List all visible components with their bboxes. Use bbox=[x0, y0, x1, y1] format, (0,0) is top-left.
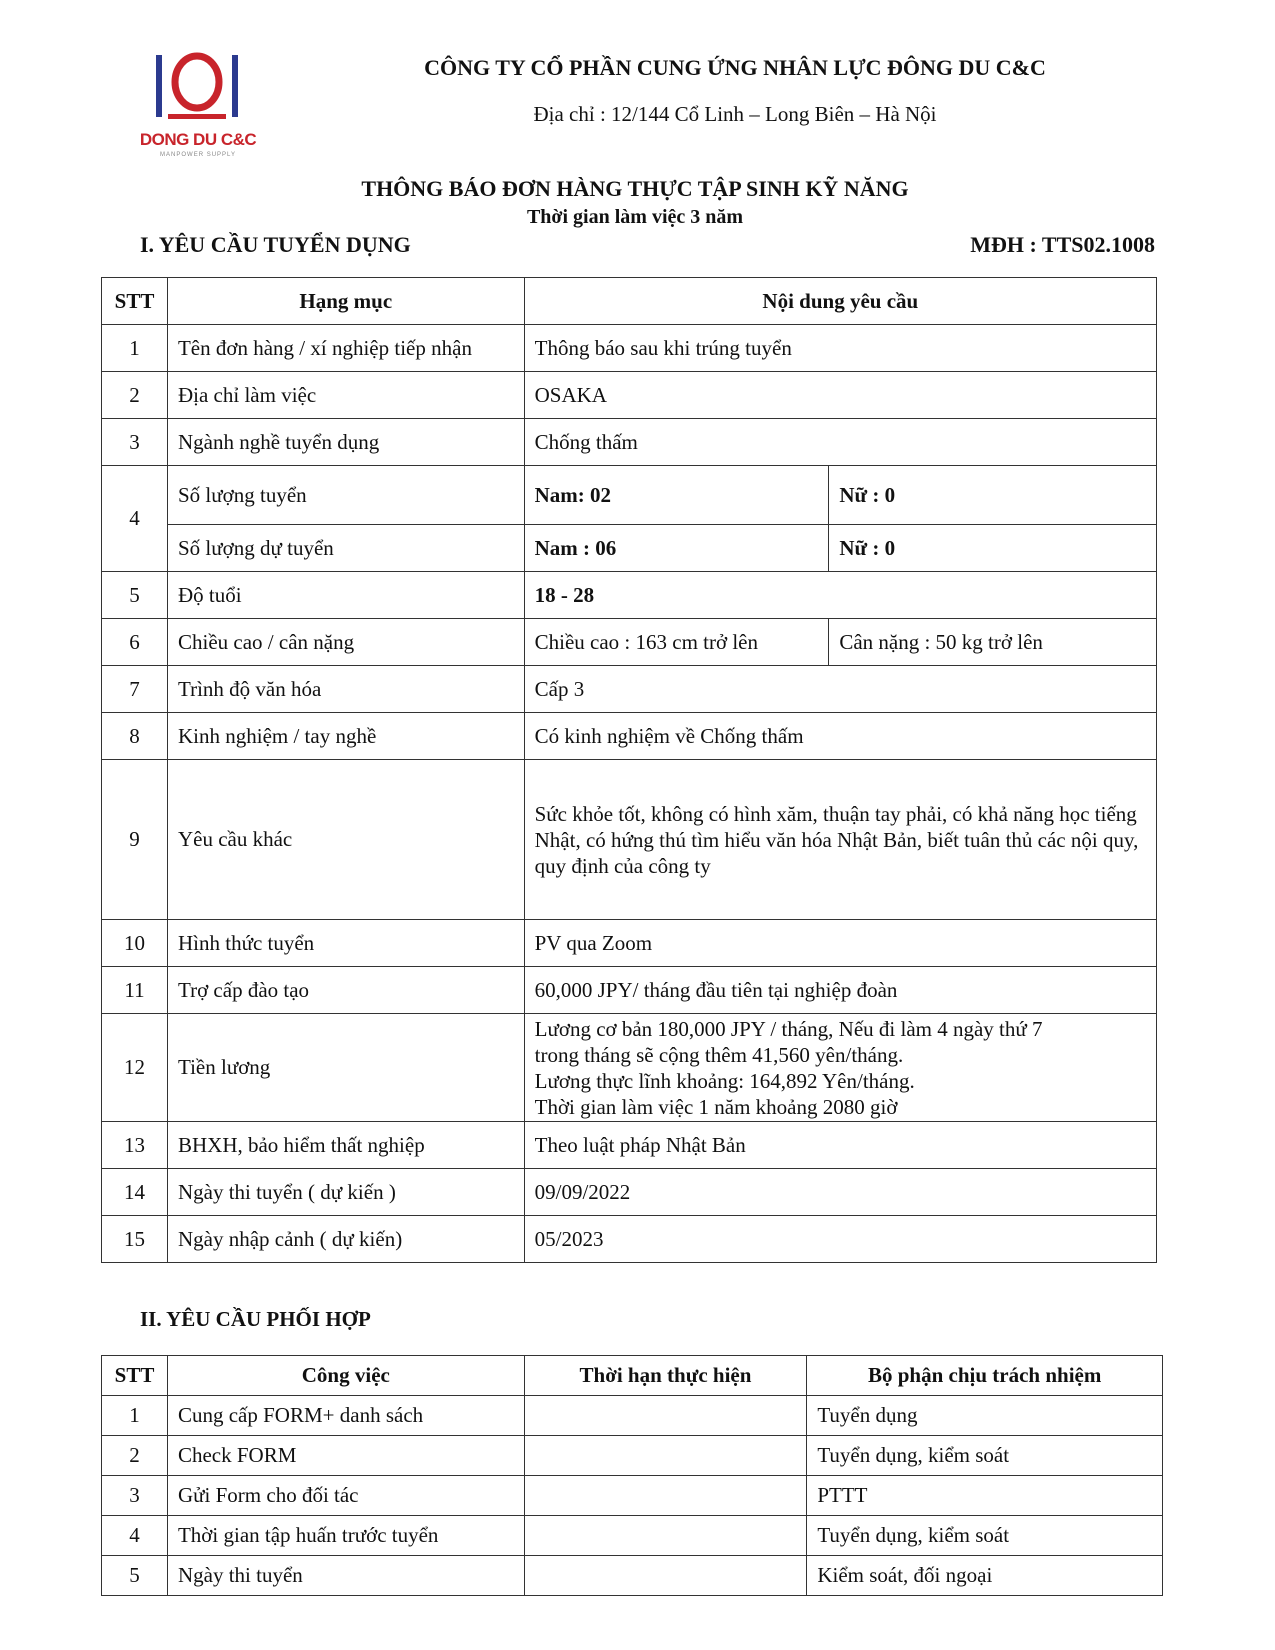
row-deadline bbox=[524, 1436, 807, 1476]
table-row bbox=[102, 419, 1157, 466]
female-candidates: Nữ : 0 bbox=[829, 525, 1157, 572]
row-content: OSAKA bbox=[524, 372, 1156, 419]
row-content: PV qua Zoom bbox=[524, 920, 1156, 967]
row-item: Ngày thi tuyển ( dự kiến ) bbox=[167, 1169, 524, 1216]
row-stt: 4 bbox=[102, 466, 168, 572]
row-stt: 10 bbox=[102, 920, 168, 967]
table-row bbox=[102, 666, 1157, 713]
col-header-task: Công việc bbox=[167, 1356, 524, 1396]
logo-text: DONG DU C&C bbox=[139, 130, 257, 149]
row-stt: 11 bbox=[102, 967, 168, 1014]
col-header-stt: STT bbox=[102, 1356, 168, 1396]
row-item: Địa chỉ làm việc bbox=[167, 372, 524, 419]
row-content: Cấp 3 bbox=[524, 666, 1156, 713]
row-item: Kinh nghiệm / tay nghề bbox=[167, 713, 524, 760]
table-header-row bbox=[102, 278, 1157, 325]
row-content: Chống thấm bbox=[524, 419, 1156, 466]
table-row bbox=[102, 713, 1157, 760]
row-department: Kiểm soát, đối ngoại bbox=[807, 1556, 1163, 1596]
row-item: Tiền lương bbox=[167, 1014, 524, 1122]
table-row bbox=[102, 325, 1157, 372]
table-row bbox=[102, 572, 1157, 619]
row-deadline bbox=[524, 1396, 807, 1436]
row-deadline bbox=[524, 1516, 807, 1556]
row-item: Ngày nhập cảnh ( dự kiến) bbox=[167, 1216, 524, 1263]
row-task: Thời gian tập huấn trước tuyển bbox=[167, 1516, 524, 1556]
row-task: Ngày thi tuyển bbox=[167, 1556, 524, 1596]
row-stt: 14 bbox=[102, 1169, 168, 1216]
row-item: Chiều cao / cân nặng bbox=[167, 619, 524, 666]
company-logo bbox=[128, 50, 278, 165]
table-row bbox=[102, 466, 1157, 525]
row-content: 05/2023 bbox=[524, 1216, 1156, 1263]
logo-subtext: MANPOWER SUPPLY bbox=[160, 152, 236, 158]
salary-line: Thời gian làm việc 1 năm khoảng 2080 giờ bbox=[534, 1094, 898, 1119]
table-row bbox=[102, 1396, 1163, 1436]
salary-line: Lương thực lĩnh khoảng: 164,892 Yên/tháng. bbox=[534, 1068, 915, 1093]
row-item: Trình độ văn hóa bbox=[167, 666, 524, 713]
row-stt: 3 bbox=[102, 419, 168, 466]
table-row bbox=[102, 525, 1157, 572]
female-quota: Nữ : 0 bbox=[829, 466, 1157, 525]
table-row bbox=[102, 1169, 1157, 1216]
col-header-stt: STT bbox=[102, 278, 168, 325]
section1-heading: I. YÊU CẦU TUYỂN DỤNG bbox=[140, 232, 411, 257]
row-department: Tuyển dụng bbox=[807, 1396, 1163, 1436]
row-stt: 1 bbox=[102, 1396, 168, 1436]
row-deadline bbox=[524, 1476, 807, 1516]
company-name: CÔNG TY CỔ PHẦN CUNG ỨNG NHÂN LỰC ĐÔNG DU C&C bbox=[424, 55, 1046, 80]
row-content: 60,000 JPY/ tháng đầu tiên tại nghiệp đoàn bbox=[524, 967, 1156, 1014]
row-content: Có kinh nghiệm về Chống thấm bbox=[524, 713, 1156, 760]
coordination-table bbox=[101, 1355, 1163, 1596]
table-row bbox=[102, 1436, 1163, 1476]
row-content: Sức khỏe tốt, không có hình xăm, thuận tay phải, có khả năng học tiếng Nhật, có hứng thú tìm hiểu văn hóa Nhật Bản, biết tuân thủ các nội quy, quy định của công ty bbox=[524, 760, 1156, 920]
row-stt: 15 bbox=[102, 1216, 168, 1263]
row-content: Thông báo sau khi trúng tuyển bbox=[524, 325, 1156, 372]
salary-line: trong tháng sẽ cộng thêm 41,560 yên/tháng. bbox=[534, 1042, 904, 1067]
row-stt: 13 bbox=[102, 1122, 168, 1169]
row-stt: 8 bbox=[102, 713, 168, 760]
section2-heading: II. YÊU CẦU PHỐI HỢP bbox=[140, 1307, 371, 1331]
row-stt: 5 bbox=[102, 1556, 168, 1596]
table-row bbox=[102, 1122, 1157, 1169]
table-row bbox=[102, 619, 1157, 666]
row-item: Số lượng tuyển bbox=[167, 466, 524, 525]
document-subtitle: Thời gian làm việc 3 năm bbox=[526, 206, 744, 228]
row-item: Độ tuổi bbox=[167, 572, 524, 619]
salary-line: Lương cơ bản 180,000 JPY / tháng, Nếu đi làm 4 ngày thứ 7 bbox=[534, 1016, 1043, 1041]
row-item: Số lượng dự tuyển bbox=[167, 525, 524, 572]
row-department: Tuyển dụng, kiểm soát bbox=[807, 1436, 1163, 1476]
row-stt: 7 bbox=[102, 666, 168, 713]
requirements-table bbox=[101, 277, 1157, 1263]
table-row bbox=[102, 760, 1157, 920]
row-stt: 2 bbox=[102, 372, 168, 419]
row-content: 18 - 28 bbox=[524, 572, 1156, 619]
row-task: Cung cấp FORM+ danh sách bbox=[167, 1396, 524, 1436]
male-candidates: Nam : 06 bbox=[524, 525, 829, 572]
male-quota: Nam: 02 bbox=[524, 466, 829, 525]
table-row bbox=[102, 1556, 1163, 1596]
table-row bbox=[102, 1516, 1163, 1556]
row-stt: 1 bbox=[102, 325, 168, 372]
row-stt: 5 bbox=[102, 572, 168, 619]
salary-details bbox=[524, 1014, 1156, 1122]
order-code: MĐH : TTS02.1008 bbox=[970, 232, 1155, 257]
row-department: Tuyển dụng, kiểm soát bbox=[807, 1516, 1163, 1556]
row-item: Hình thức tuyển bbox=[167, 920, 524, 967]
row-deadline bbox=[524, 1556, 807, 1596]
table-row bbox=[102, 967, 1157, 1014]
table-row bbox=[102, 1476, 1163, 1516]
row-item: Ngành nghề tuyển dụng bbox=[167, 419, 524, 466]
weight-requirement: Cân nặng : 50 kg trở lên bbox=[829, 619, 1157, 666]
logo-emblem-icon bbox=[128, 50, 268, 130]
row-item: Tên đơn hàng / xí nghiệp tiếp nhận bbox=[167, 325, 524, 372]
row-stt: 9 bbox=[102, 760, 168, 920]
row-task: Check FORM bbox=[167, 1436, 524, 1476]
row-content: 09/09/2022 bbox=[524, 1169, 1156, 1216]
row-item: Yêu cầu khác bbox=[167, 760, 524, 920]
row-content: Theo luật pháp Nhật Bản bbox=[524, 1122, 1156, 1169]
row-task: Gửi Form cho đối tác bbox=[167, 1476, 524, 1516]
table-row bbox=[102, 1216, 1157, 1263]
row-stt: 12 bbox=[102, 1014, 168, 1122]
table-row bbox=[102, 920, 1157, 967]
company-address: Địa chỉ : 12/144 Cổ Linh – Long Biên – Hà Nội bbox=[533, 102, 937, 126]
row-stt: 3 bbox=[102, 1476, 168, 1516]
row-stt: 6 bbox=[102, 619, 168, 666]
col-header-item: Hạng mục bbox=[167, 278, 524, 325]
col-header-department: Bộ phận chịu trách nhiệm bbox=[807, 1356, 1163, 1396]
col-header-deadline: Thời hạn thực hiện bbox=[524, 1356, 807, 1396]
row-stt: 2 bbox=[102, 1436, 168, 1476]
height-requirement: Chiều cao : 163 cm trở lên bbox=[524, 619, 829, 666]
row-department: PTTT bbox=[807, 1476, 1163, 1516]
row-stt: 4 bbox=[102, 1516, 168, 1556]
table-row bbox=[102, 1014, 1157, 1122]
document-title: THÔNG BÁO ĐƠN HÀNG THỰC TẬP SINH KỸ NĂNG bbox=[361, 176, 909, 201]
col-header-content: Nội dung yêu cầu bbox=[524, 278, 1156, 325]
table-row bbox=[102, 372, 1157, 419]
row-item: BHXH, bảo hiểm thất nghiệp bbox=[167, 1122, 524, 1169]
table-header-row bbox=[102, 1356, 1163, 1396]
row-item: Trợ cấp đào tạo bbox=[167, 967, 524, 1014]
